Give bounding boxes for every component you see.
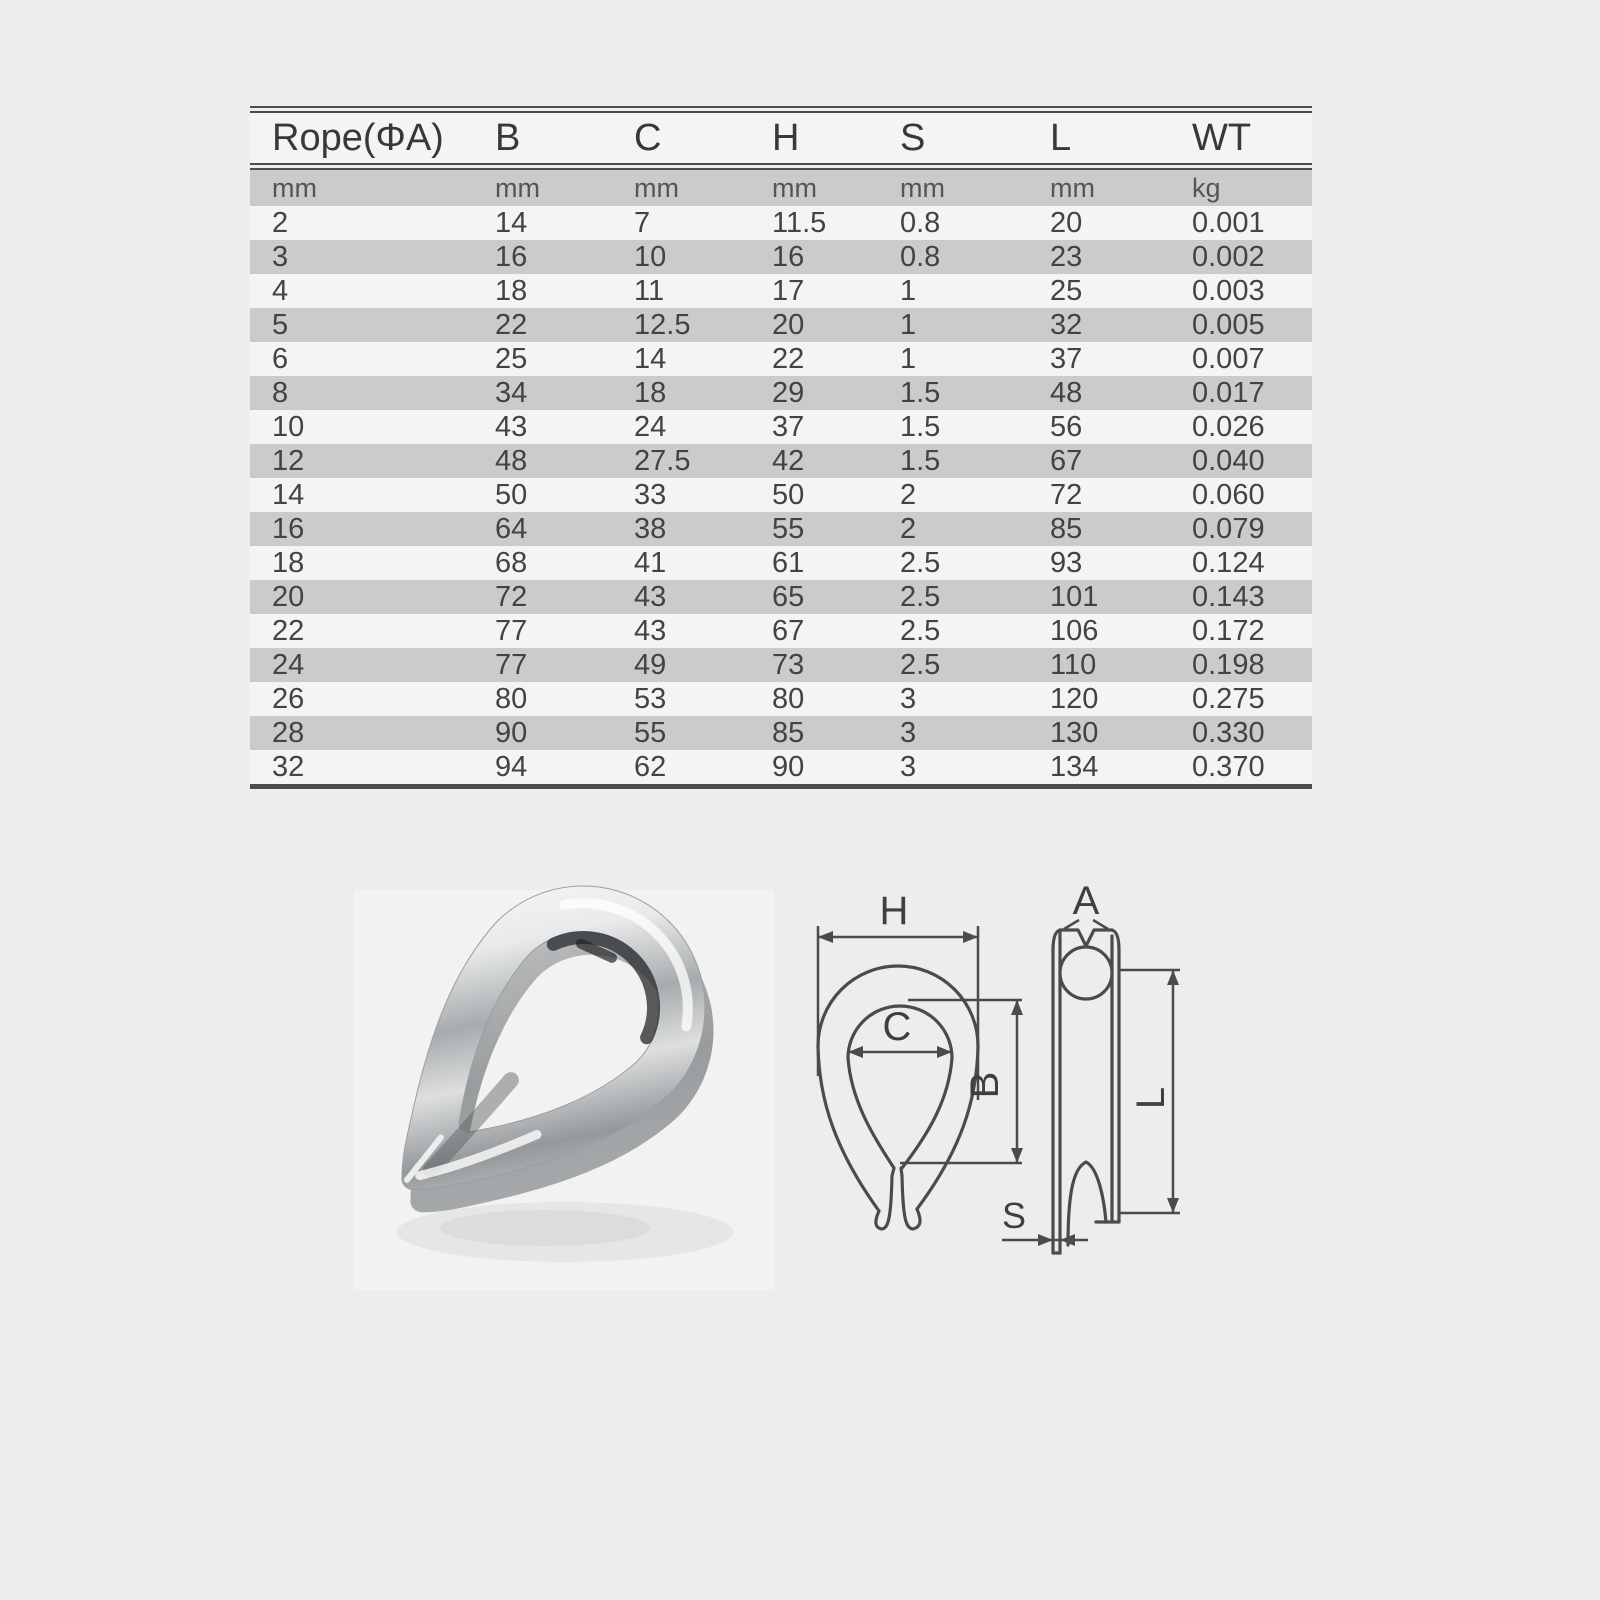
table-cell: 101 bbox=[1050, 580, 1099, 613]
table-cell: 37 bbox=[1050, 342, 1083, 375]
table-cell: 85 bbox=[772, 716, 805, 749]
table-cell: 16 bbox=[272, 512, 305, 545]
table-cell: 0.040 bbox=[1192, 444, 1265, 477]
table-cell: 11.5 bbox=[772, 206, 827, 239]
table-cell: 0.143 bbox=[1192, 580, 1265, 613]
column-header: C bbox=[612, 110, 750, 167]
thimble-spec-table bbox=[250, 106, 1312, 789]
table-cell: 11 bbox=[634, 274, 665, 307]
table-cell: 4 bbox=[272, 274, 289, 307]
table-cell: 18 bbox=[634, 376, 667, 409]
dim-label-c: C bbox=[882, 1005, 912, 1049]
dim-label-a: A bbox=[1072, 880, 1100, 923]
rope-cross-section bbox=[1060, 947, 1112, 999]
unit-cell: mm bbox=[473, 167, 612, 207]
front-right-prong bbox=[901, 1168, 920, 1229]
table-cell: 0.001 bbox=[1192, 206, 1265, 239]
table-cell: 0.079 bbox=[1192, 512, 1265, 545]
dim-label-s: S bbox=[1001, 1195, 1027, 1236]
table-cell: 80 bbox=[772, 682, 805, 715]
unit-cell: kg bbox=[1170, 167, 1312, 207]
table-cell: 62 bbox=[612, 750, 750, 787]
table-cell: 34 bbox=[495, 376, 528, 409]
table-cell: 106 bbox=[1050, 614, 1099, 647]
table-cell: 43 bbox=[634, 614, 667, 647]
table-cell: 3 bbox=[272, 240, 289, 273]
column-header: H bbox=[750, 110, 878, 167]
table-row bbox=[250, 274, 1312, 308]
side-profile bbox=[1053, 930, 1119, 1253]
table-cell: 38 bbox=[634, 512, 667, 545]
table-cell: 28 bbox=[272, 716, 305, 749]
table-cell: 49 bbox=[634, 648, 667, 681]
spec-table-body bbox=[250, 206, 1312, 787]
table-cell: 73 bbox=[772, 648, 805, 681]
table-cell: 2 bbox=[272, 206, 289, 239]
dimension-l bbox=[1119, 970, 1180, 1213]
table-cell: 77 bbox=[495, 648, 528, 681]
table-cell: 8 bbox=[272, 376, 289, 409]
table-cell: 134 bbox=[1028, 750, 1170, 787]
table-cell: 77 bbox=[495, 614, 528, 647]
table-cell: 2.5 bbox=[900, 546, 941, 579]
table-cell: 42 bbox=[772, 444, 805, 477]
table-cell: 55 bbox=[634, 716, 667, 749]
table-cell: 1.5 bbox=[900, 444, 941, 477]
table-cell: 0.370 bbox=[1170, 750, 1312, 787]
table-cell: 48 bbox=[1050, 376, 1083, 409]
table-cell: 25 bbox=[495, 342, 528, 375]
dim-label-b: B bbox=[963, 1071, 1007, 1099]
table-cell: 2 bbox=[900, 512, 917, 545]
column-header: S bbox=[878, 110, 1028, 167]
table-cell: 14 bbox=[495, 206, 528, 239]
table-row bbox=[250, 410, 1312, 444]
column-header: B bbox=[473, 110, 612, 167]
table-cell: 0.003 bbox=[1192, 274, 1265, 307]
table-cell: 37 bbox=[772, 410, 805, 443]
column-header: L bbox=[1028, 110, 1170, 167]
table-cell: 0.007 bbox=[1192, 342, 1265, 375]
table-cell: 29 bbox=[772, 376, 805, 409]
unit-cell: mm bbox=[250, 167, 473, 207]
table-cell: 0.124 bbox=[1192, 546, 1265, 579]
table-row bbox=[250, 614, 1312, 648]
table-cell: 16 bbox=[495, 240, 528, 273]
table-row bbox=[250, 716, 1312, 750]
table-cell: 2.5 bbox=[900, 614, 941, 647]
table-cell: 2.5 bbox=[900, 648, 941, 681]
table-cell: 64 bbox=[495, 512, 528, 545]
table-cell: 85 bbox=[1050, 512, 1083, 545]
table-cell: 94 bbox=[473, 750, 612, 787]
table-cell: 0.005 bbox=[1192, 308, 1265, 341]
table-cell: 67 bbox=[772, 614, 805, 647]
spec-table-head bbox=[250, 110, 1312, 207]
table-cell: 14 bbox=[272, 478, 305, 511]
table-cell: 7 bbox=[634, 206, 651, 239]
dimension-c bbox=[848, 1005, 952, 1058]
unit-cell: mm bbox=[612, 167, 750, 207]
table-cell: 50 bbox=[772, 478, 805, 511]
table-cell: 110 bbox=[1050, 648, 1097, 681]
table-cell: 14 bbox=[634, 342, 667, 375]
unit-cell: mm bbox=[750, 167, 878, 207]
column-header: WT bbox=[1170, 110, 1312, 167]
table-cell: 6 bbox=[272, 342, 289, 375]
table-cell: 0.172 bbox=[1192, 614, 1265, 647]
table-row bbox=[250, 342, 1312, 376]
table-row bbox=[250, 308, 1312, 342]
table-cell: 72 bbox=[495, 580, 528, 613]
table-cell: 90 bbox=[495, 716, 528, 749]
table-cell: 2 bbox=[900, 478, 917, 511]
units-row bbox=[250, 167, 1312, 207]
dim-label-h: H bbox=[879, 889, 909, 933]
side-view-drawing bbox=[990, 880, 1220, 1300]
table-cell: 12.5 bbox=[634, 308, 691, 341]
table-cell: 120 bbox=[1050, 682, 1099, 715]
table-cell: 22 bbox=[495, 308, 528, 341]
table-cell: 25 bbox=[1050, 274, 1083, 307]
table-cell: 0.8 bbox=[900, 240, 941, 273]
dim-label-l: L bbox=[1129, 1086, 1173, 1110]
dimension-a bbox=[1064, 880, 1108, 929]
table-row bbox=[250, 206, 1312, 240]
table-cell: 50 bbox=[495, 478, 528, 511]
table-cell: 93 bbox=[1050, 546, 1083, 579]
table-cell: 0.275 bbox=[1192, 682, 1265, 715]
table-cell: 1 bbox=[900, 342, 917, 375]
table-cell: 24 bbox=[634, 410, 667, 443]
table-cell: 0.026 bbox=[1192, 410, 1265, 443]
table-cell: 5 bbox=[272, 308, 289, 341]
table-cell: 0.060 bbox=[1192, 478, 1265, 511]
table-cell: 20 bbox=[772, 308, 805, 341]
table-cell: 23 bbox=[1050, 240, 1083, 273]
table-cell: 56 bbox=[1050, 410, 1083, 443]
table-cell: 1.5 bbox=[900, 376, 941, 409]
table-cell: 0.002 bbox=[1192, 240, 1265, 273]
front-inner-opening-left bbox=[848, 1058, 894, 1168]
table-row bbox=[250, 648, 1312, 682]
table-cell: 18 bbox=[495, 274, 528, 307]
front-outer-outline bbox=[818, 966, 978, 1211]
table-cell: 10 bbox=[272, 410, 305, 443]
table-cell: 90 bbox=[750, 750, 878, 787]
table-cell: 53 bbox=[634, 682, 667, 715]
table-cell: 130 bbox=[1050, 716, 1099, 749]
product-photo-thimble bbox=[340, 880, 780, 1300]
table-cell: 18 bbox=[272, 546, 305, 579]
photo-shadow-inner bbox=[440, 1210, 650, 1246]
table-cell: 72 bbox=[1050, 478, 1083, 511]
table-cell: 43 bbox=[495, 410, 528, 443]
table-row bbox=[250, 512, 1312, 546]
table-row bbox=[250, 546, 1312, 580]
unit-cell: mm bbox=[878, 167, 1028, 207]
table-cell: 27.5 bbox=[634, 444, 691, 477]
dimension-s bbox=[1002, 1195, 1088, 1246]
table-cell: 0.198 bbox=[1192, 648, 1265, 681]
table-cell: 43 bbox=[634, 580, 667, 613]
table-row bbox=[250, 376, 1312, 410]
front-inner-opening-right bbox=[902, 1058, 952, 1168]
table-cell: 33 bbox=[634, 478, 667, 511]
unit-cell: mm bbox=[1028, 167, 1170, 207]
table-cell: 1 bbox=[900, 274, 917, 307]
table-cell: 17 bbox=[772, 274, 805, 307]
column-header: Rope(ΦA) bbox=[250, 110, 473, 167]
table-row bbox=[250, 580, 1312, 614]
table-cell: 68 bbox=[495, 546, 528, 579]
table-cell: 2.5 bbox=[900, 580, 941, 613]
table-cell: 22 bbox=[772, 342, 805, 375]
table-cell: 20 bbox=[1050, 206, 1083, 239]
table-cell: 3 bbox=[878, 750, 1028, 787]
table-cell: 20 bbox=[272, 580, 305, 613]
table-cell: 0.330 bbox=[1192, 716, 1265, 749]
table-cell: 3 bbox=[900, 682, 917, 715]
table-cell: 24 bbox=[272, 648, 305, 681]
front-left-prong bbox=[876, 1168, 894, 1229]
table-cell: 48 bbox=[495, 444, 528, 477]
table-cell: 26 bbox=[272, 682, 305, 715]
table-cell: 55 bbox=[772, 512, 805, 545]
table-cell: 0.8 bbox=[900, 206, 941, 239]
table-cell: 16 bbox=[772, 240, 805, 273]
table-cell: 3 bbox=[900, 716, 917, 749]
table-cell: 1 bbox=[900, 308, 917, 341]
table-cell: 0.017 bbox=[1192, 376, 1265, 409]
table-cell: 12 bbox=[272, 444, 305, 477]
table-row bbox=[250, 444, 1312, 478]
table-cell: 61 bbox=[772, 546, 805, 579]
table-row bbox=[250, 240, 1312, 274]
table-cell: 1.5 bbox=[900, 410, 941, 443]
table-cell: 41 bbox=[634, 546, 667, 579]
table-cell: 80 bbox=[495, 682, 528, 715]
table-row bbox=[250, 750, 1312, 787]
table-cell: 65 bbox=[772, 580, 805, 613]
table-cell: 10 bbox=[634, 240, 667, 273]
table-cell: 22 bbox=[272, 614, 305, 647]
table-cell: 67 bbox=[1050, 444, 1083, 477]
dimension-h bbox=[818, 889, 978, 1100]
table-cell: 32 bbox=[1050, 308, 1083, 341]
table-row bbox=[250, 682, 1312, 716]
table-row bbox=[250, 478, 1312, 512]
table-cell: 32 bbox=[250, 750, 473, 787]
column-header-row bbox=[250, 110, 1312, 167]
